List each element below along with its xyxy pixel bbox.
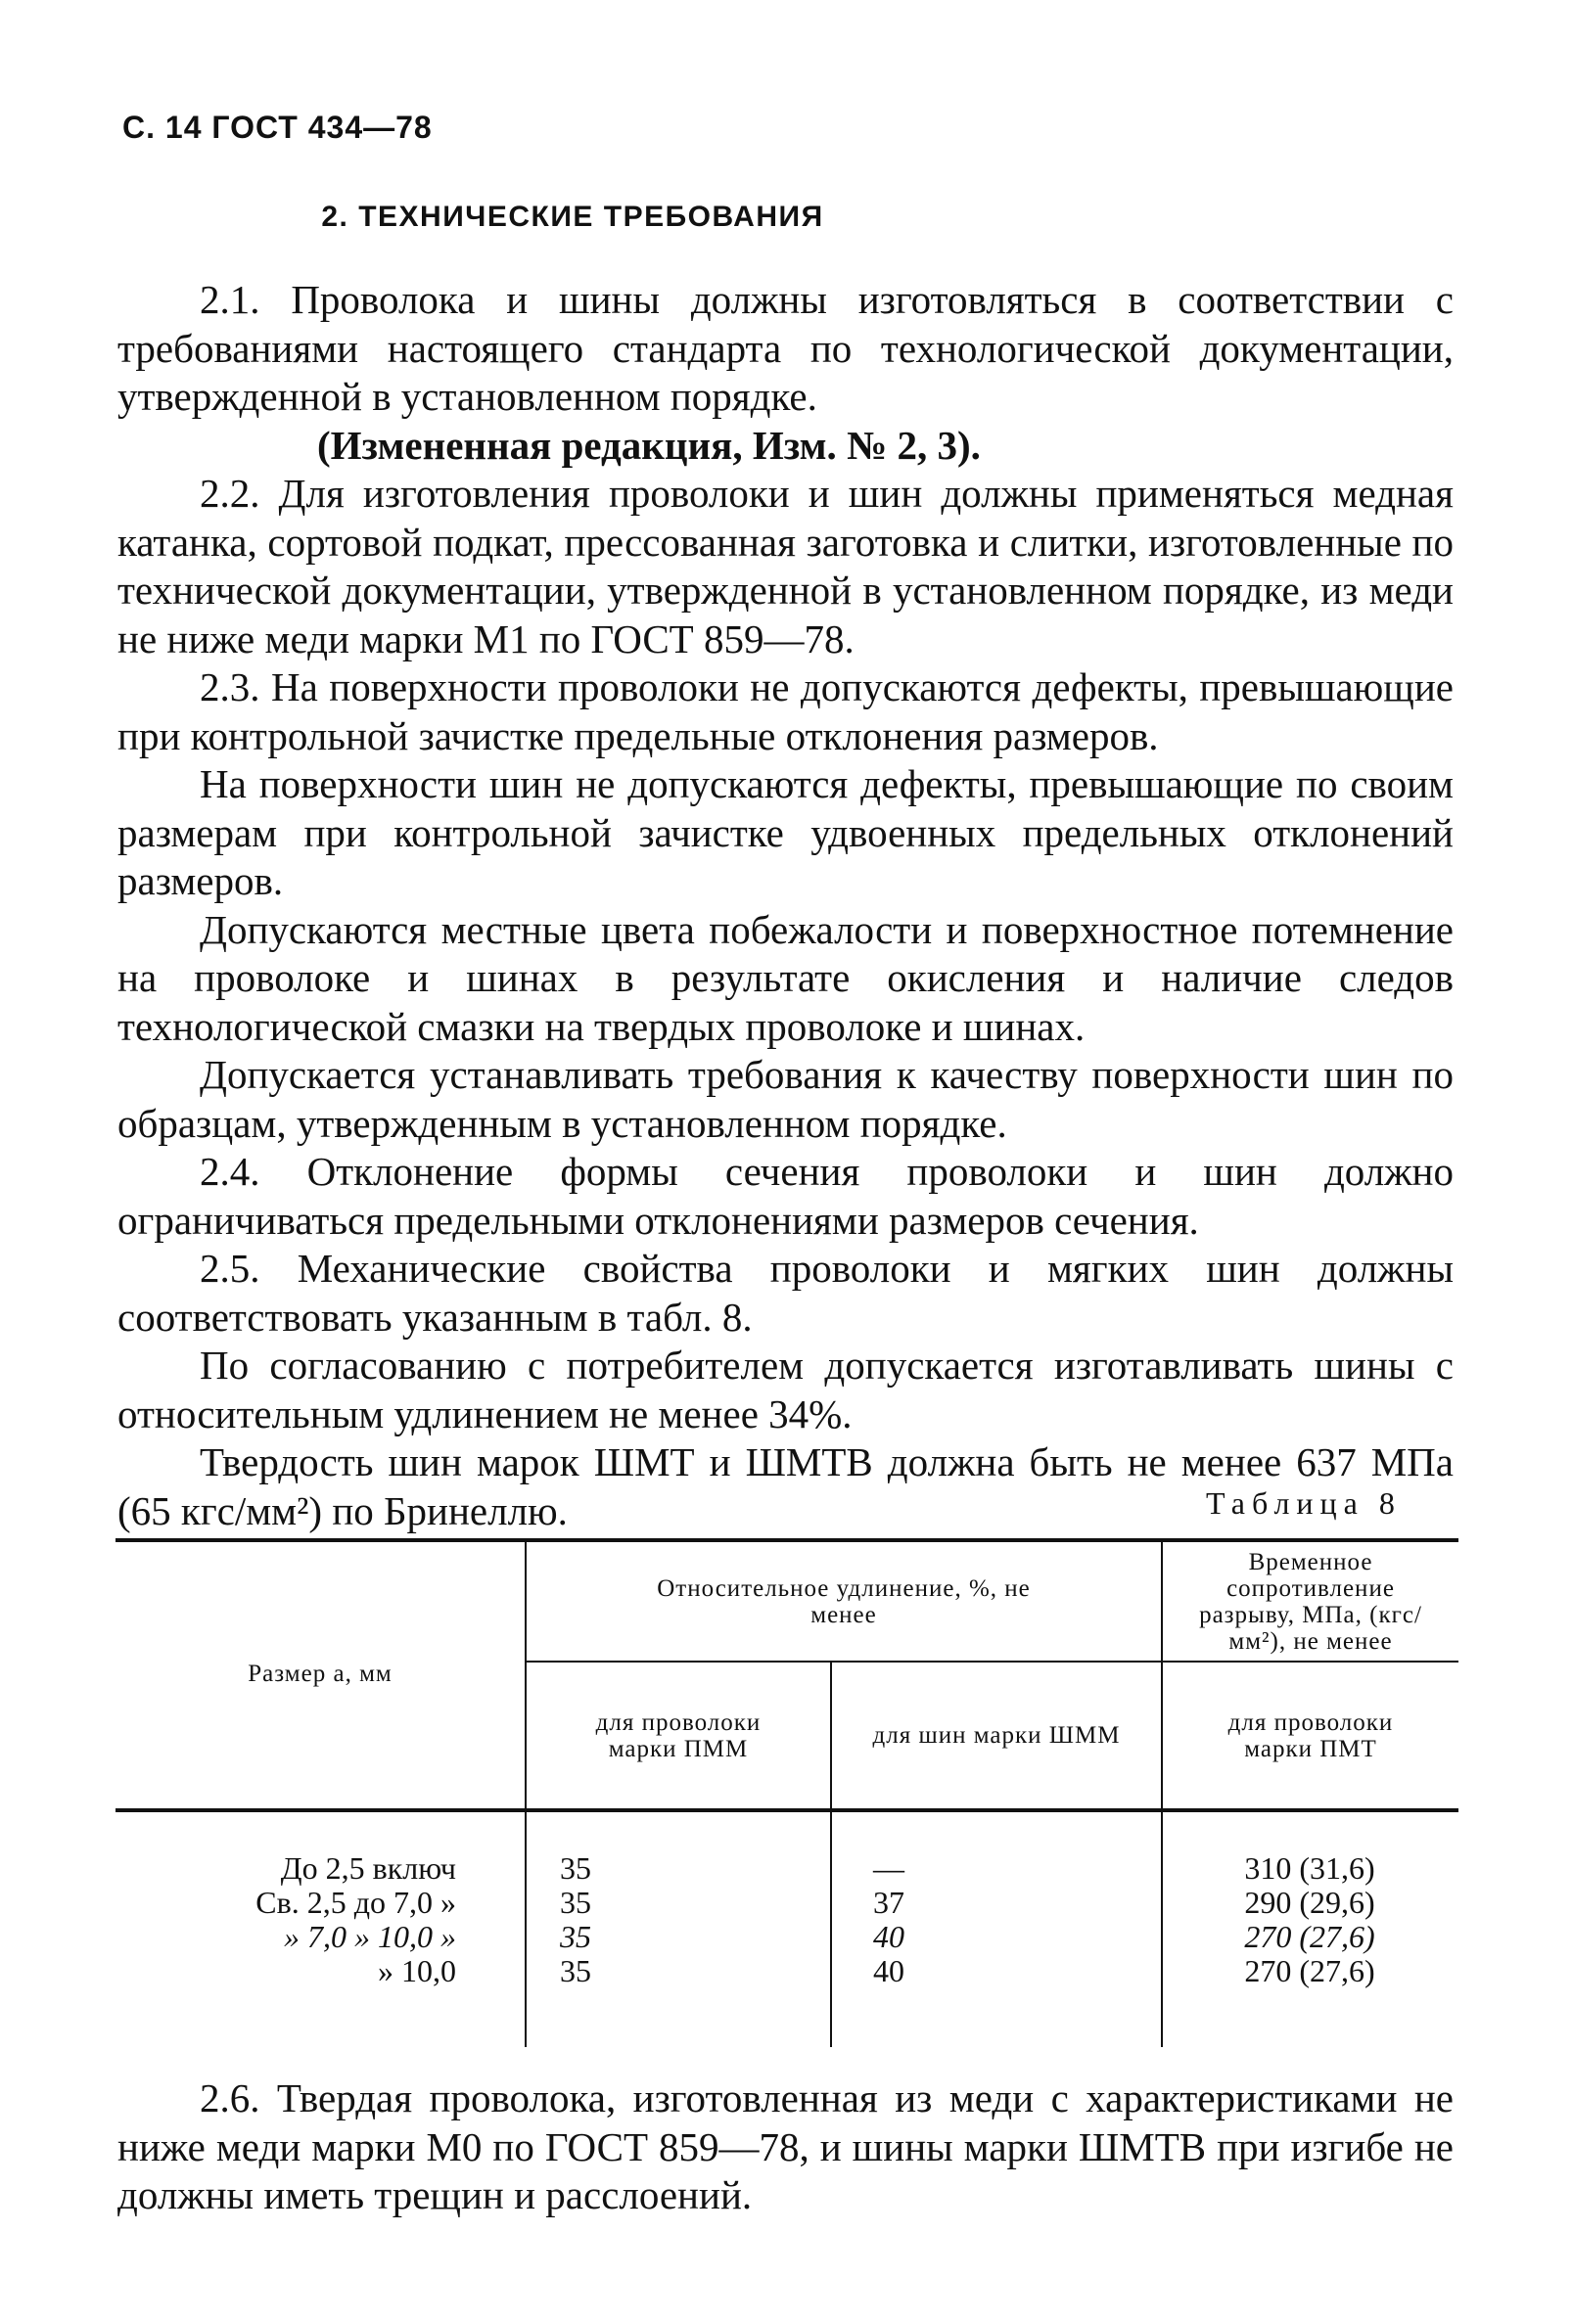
cell-pmt: 270 (27,6) <box>1244 1953 1375 1988</box>
running-head: С. 14 ГОСТ 434—78 <box>122 110 433 145</box>
paragraph-2-1: 2.1. Проволока и шины должны изготовляться в соответствии с требованиями настоящего стандарта по технологической документации, утвержденной в установленном порядке. <box>117 277 1454 419</box>
subheader-shmm <box>832 1663 1161 1808</box>
cell-size: До 2,5 включ <box>280 1850 456 1886</box>
cell-size: » 10,0 <box>378 1953 456 1988</box>
header-elongation <box>527 1542 1161 1661</box>
subheader-pmt <box>1163 1663 1458 1808</box>
subheader-pmm <box>527 1663 830 1808</box>
cell-pmt: 270 (27,6) <box>1244 1919 1375 1954</box>
paragraph-2-4: 2.4. Отклонение формы сечения проволоки и шин должно ограничиваться предельными отклонениями размеров сечения. <box>117 1149 1454 1243</box>
table-row <box>116 1954 1458 1988</box>
paragraph-2-5: 2.5. Механические свойства проволоки и мягких шин должны соответствовать указанным в табл. 8. <box>117 1246 1454 1340</box>
table-8 <box>116 1538 1458 2047</box>
paragraph-2-2: 2.2. Для изготовления проволоки и шин должны применяться медная катанка, сортовой подкат, прессованная заготовка и слитки, изготовленные по технической документации, утвержденной в установленном порядке, из меди не ниже меди марки М1 по ГОСТ 859—78. <box>117 471 1454 661</box>
header-size-text: Размер a, мм <box>248 1660 393 1687</box>
table-body <box>116 1851 1458 1988</box>
table-row <box>116 1886 1458 1920</box>
cell-pmm: 35 <box>560 1953 591 1988</box>
header-strength <box>1163 1542 1458 1661</box>
header-size <box>116 1538 525 1808</box>
cell-pmt: 310 (31,6) <box>1244 1850 1375 1886</box>
paragraph-2-3: 2.3. На поверхности проволоки не допускаются дефекты, превышающие при контрольной зачистке предельные отклонения размеров. <box>117 664 1454 758</box>
table-row <box>116 1920 1458 1954</box>
subheader-pmm-text: для проволоки марки ПММ <box>595 1709 762 1762</box>
table-header-rule <box>116 1808 1458 1812</box>
paragraph-bus-defects: На поверхности шин не допускаются дефекты, превышающие по своим размерам при контрольной зачистке удвоенных предельных отклонений размеров. <box>117 761 1454 903</box>
cell-shmm: 37 <box>873 1885 904 1920</box>
subheader-pmt-text: для проволоки марки ПМТ <box>1227 1709 1394 1762</box>
amendment-note: (Измененная редакция, Изм. № 2, 3). <box>317 422 981 468</box>
cell-pmm: 35 <box>560 1919 591 1954</box>
paragraph-hardness: Твердость шин марок ШМТ и ШМТВ должна быть не менее 637 МПа (65 кгс/мм²) по Бринеллю. <box>117 1439 1454 1533</box>
paragraph-surface-samples: Допускается устанавливать требования к качеству поверхности шин по образцам, утвержденным в установленном порядке. <box>117 1052 1454 1146</box>
cell-pmm: 35 <box>560 1885 591 1920</box>
subheader-shmm-text: для шин марки ШММ <box>872 1722 1121 1749</box>
paragraph-elongation: По согласованию с потребителем допускается изготавливать шины с относительным удлинением не менее 34%. <box>117 1343 1454 1436</box>
body-text <box>117 276 1454 1535</box>
cell-pmm: 35 <box>560 1850 591 1886</box>
cell-size: Св. 2,5 до 7,0 » <box>255 1885 456 1920</box>
cell-pmt: 290 (29,6) <box>1244 1885 1375 1920</box>
cell-shmm: 40 <box>873 1919 904 1954</box>
paragraph-2-6: 2.6. Твердая проволока, изготовленная из меди с характеристиками не ниже меди марки М0 по ГОСТ 859—78, и шины марки ШМТВ при изгибе не должны иметь трещин и расслоений. <box>117 2075 1454 2217</box>
table-row <box>116 1851 1458 1886</box>
cell-shmm: — <box>873 1850 904 1886</box>
table-caption: Таблица 8 <box>1206 1485 1402 1521</box>
cell-shmm: 40 <box>873 1953 904 1988</box>
paragraph-tarnish: Допускаются местные цвета побежалости и поверхностное потемнение на проволоке и шинах в результате окисления и наличие следов технологической смазки на твердых проволоке и шинах. <box>117 906 1454 1049</box>
section-title: 2. ТЕХНИЧЕСКИЕ ТРЕБОВАНИЯ <box>321 201 824 233</box>
header-strength-text: Временное сопротивление разрыву, МПа, (кгс/мм²), не менее <box>1199 1548 1422 1655</box>
cell-size: » 7,0 » 10,0 » <box>284 1919 456 1954</box>
closing-text <box>117 2074 1454 2220</box>
header-elongation-text: Относительное удлинение, %, не менее <box>657 1574 1031 1628</box>
